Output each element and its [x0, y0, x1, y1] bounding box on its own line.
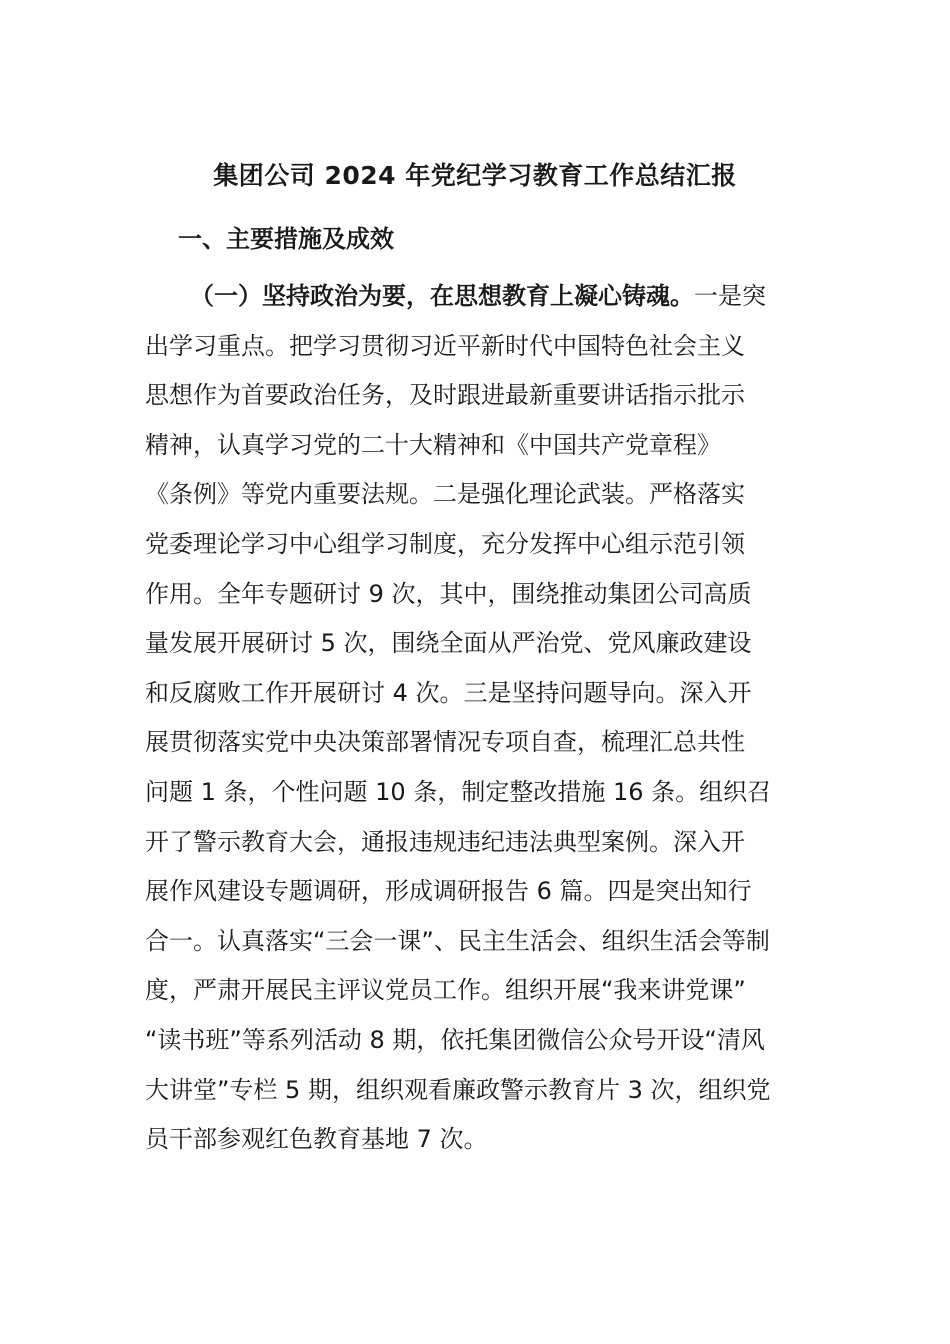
paragraph-line: 员干部参观红色教育基地 7 次。: [145, 1125, 488, 1154]
paragraph-line: 量发展开展研讨 5 次，围绕全面从严治党、党风廉政建设: [145, 629, 752, 658]
paragraph-line: 出学习重点。把学习贯彻习近平新时代中国特色社会主义: [145, 331, 745, 360]
paragraph-line: [145, 276, 805, 326]
document-title: 集团公司 2024 年党纪学习教育工作总结汇报: [213, 161, 737, 190]
body-paragraph: [145, 276, 805, 1169]
paragraph-line: 开了警示教育大会，通报违规违纪违法典型案例。深入开: [145, 827, 745, 856]
paragraph-line: 和反腐败工作开展研讨 4 次。三是坚持问题导向。深入开: [145, 678, 752, 707]
paragraph-line: 党委理论学习中心组学习制度，充分发挥中心组示范引领: [145, 529, 745, 558]
paragraph-line-text: 一是突: [694, 282, 766, 310]
paragraph-line: 展作风建设专题调研，形成调研报告 6 篇。四是突出知行: [145, 877, 752, 906]
paragraph-line: 《条例》等党内重要法规。二是强化理论武装。严格落实: [145, 480, 745, 509]
paragraph-line: “读书班”等系列活动 8 期，依托集团微信公众号开设“清风: [145, 1025, 765, 1054]
paragraph-line: 合一。认真落实“三会一课”、民主生活会、组织生活会等制: [145, 926, 770, 955]
paragraph-line: 思想作为首要政治任务，及时跟进最新重要讲话指示批示: [145, 381, 745, 410]
subsection-heading: （一）坚持政治为要，在思想教育上凝心铸魂。: [190, 282, 694, 310]
paragraph-line: 展贯彻落实党中央决策部署情况专项自查，梳理汇总共性: [145, 728, 745, 757]
paragraph-line: 精神，认真学习党的二十大精神和《中国共产党章程》: [145, 430, 721, 459]
paragraph-line: 问题 1 条，个性问题 10 条，制定整改措施 16 条。组织召: [145, 777, 772, 806]
section-heading: 一、主要措施及成效: [178, 225, 394, 253]
paragraph-line: 度，严肃开展民主评议党员工作。组织开展“我来讲党课”: [145, 976, 746, 1005]
paragraph-line: 作用。全年专题研讨 9 次，其中，围绕推动集团公司高质: [145, 579, 752, 608]
paragraph-line: 大讲堂”专栏 5 期，组织观看廉政警示教育片 3 次，组织党: [145, 1075, 771, 1104]
